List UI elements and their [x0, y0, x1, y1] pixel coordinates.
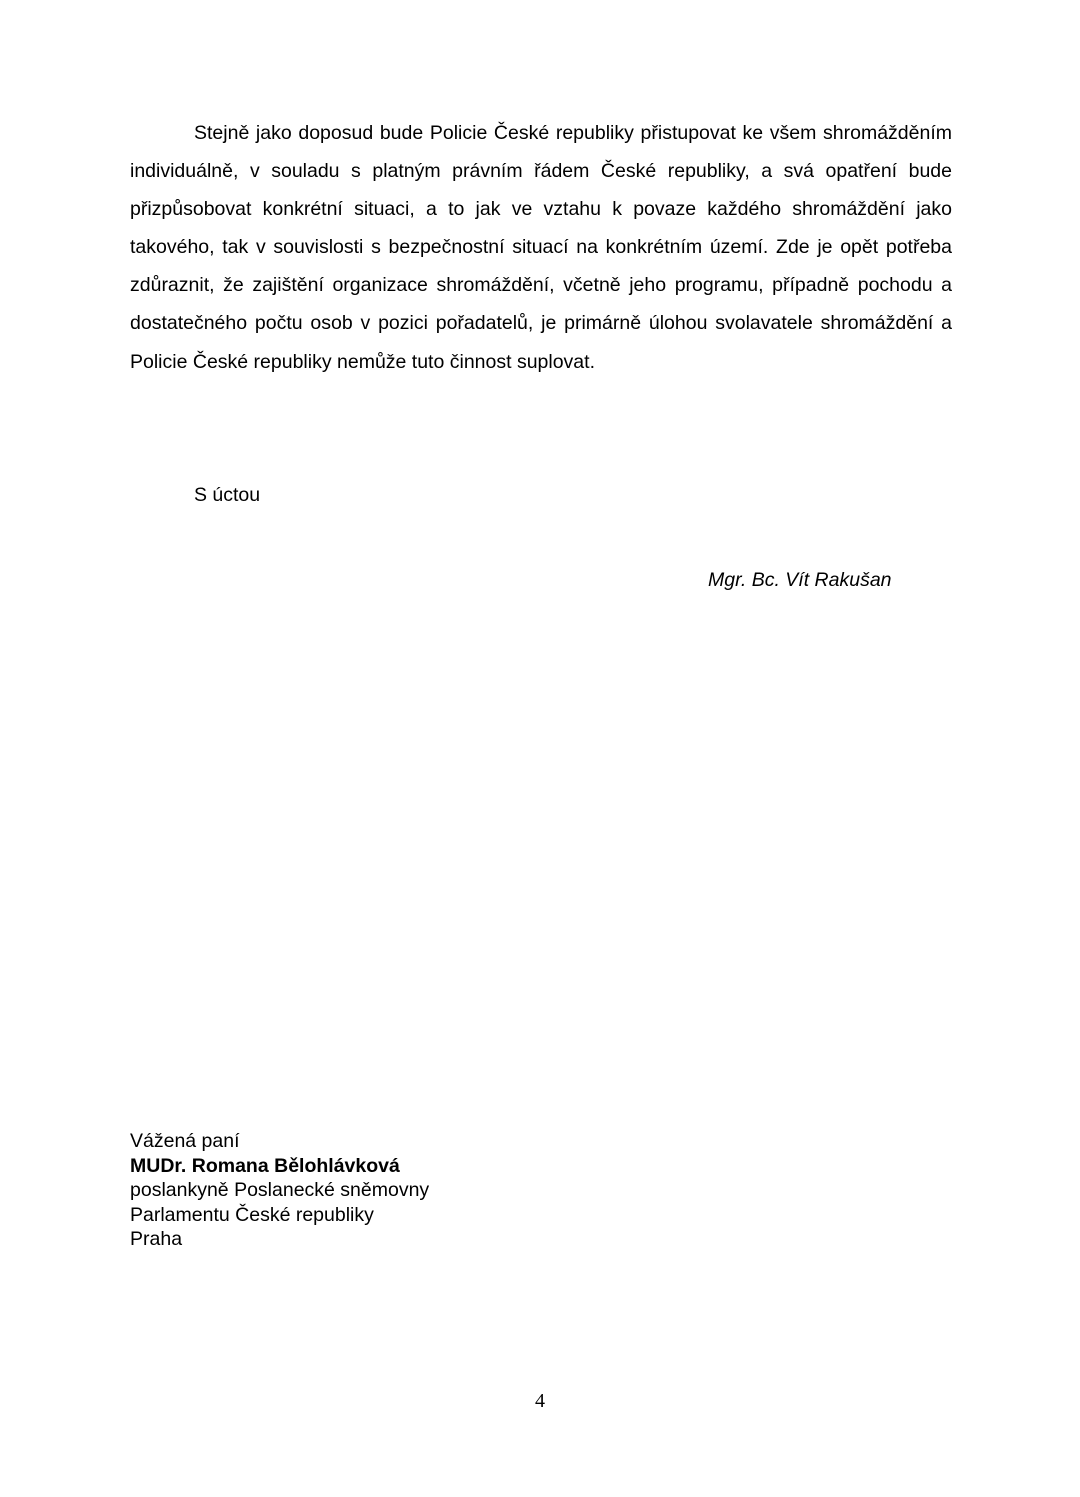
closing-salutation: S úctou — [194, 484, 261, 506]
recipient-position: poslankyně Poslanecké sněmovny — [130, 1179, 430, 1202]
body-paragraph: Stejně jako doposud bude Policie České republiky přistupovat ke všem shromážděním individuálně, v souladu s platným právním řádem České republiky, a svá opatření bude přizpůsobovat konkrétní situaci, a to jak ve vztahu k povaze každého shromáždění jako takového, tak v souvislosti s bezpečnostní situací na konkrétním území. Zde je opět potřeba zdůraznit, že zajištění organizace shromáždění, včetně jeho programu, případně pochodu a dostatečného počtu osob v pozici pořadatelů, je primárně úlohou svolavatele shromáždění a Policie České republiky nemůže tuto činnost suplovat. — [130, 122, 952, 373]
recipient-institution: Parlamentu České republiky — [130, 1203, 374, 1226]
recipient-address-block — [130, 1129, 730, 1252]
page-number: 4 — [535, 1390, 545, 1412]
signature-name: Mgr. Bc. Vít Rakušan — [708, 569, 892, 591]
recipient-city: Praha — [130, 1228, 183, 1251]
recipient-name: MUDr. Romana Bělohlávková — [130, 1154, 400, 1177]
recipient-salutation: Vážená paní — [130, 1130, 240, 1152]
